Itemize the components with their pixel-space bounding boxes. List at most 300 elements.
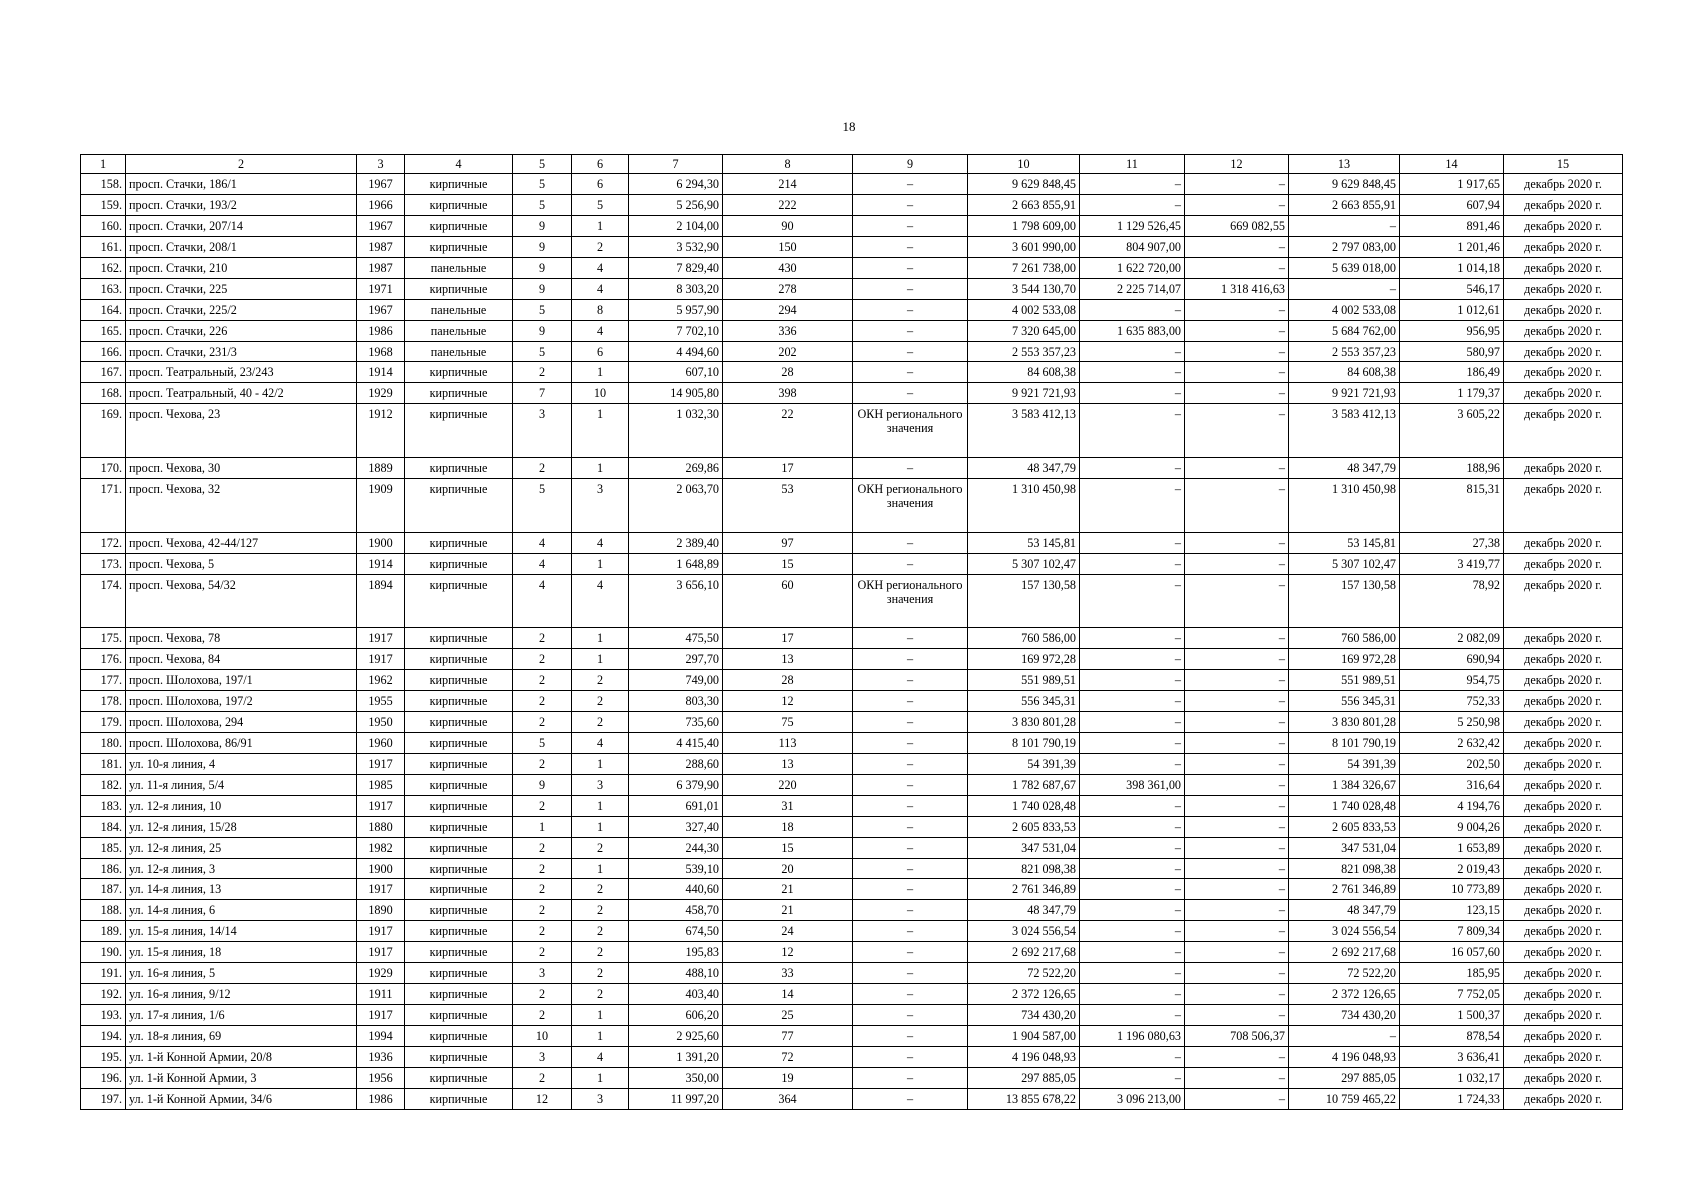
cell-residents: 15: [723, 553, 853, 574]
cell-completion-date: декабрь 2020 г.: [1504, 628, 1623, 649]
cell-wall-material: кирпичные: [405, 1046, 513, 1067]
cell-completion-date: декабрь 2020 г.: [1504, 362, 1623, 383]
cell-entrances: 1: [572, 816, 629, 837]
column-number-4: 4: [405, 155, 513, 174]
cell-address: просп. Стачки, 225/2: [126, 299, 357, 320]
cell-year-built: 1912: [357, 404, 405, 458]
cell-wall-material: кирпичные: [405, 1005, 513, 1026]
cell-total-cost: 53 145,81: [968, 532, 1080, 553]
table-row: [81, 320, 1623, 341]
cell-total-area: 288,60: [629, 753, 723, 774]
cell-capital-repair-cost: 297 885,05: [1289, 1067, 1400, 1088]
cell-entrances: 2: [572, 879, 629, 900]
cell-specific-cost: 7 809,34: [1400, 921, 1504, 942]
cell-total-cost: 7 261 738,00: [968, 257, 1080, 278]
cell-year-built: 1960: [357, 732, 405, 753]
cell-address: просп. Чехова, 30: [126, 458, 357, 479]
cell-completion-date: декабрь 2020 г.: [1504, 816, 1623, 837]
cell-owner-cost: –: [1185, 174, 1289, 195]
cell-wall-material: кирпичные: [405, 879, 513, 900]
cell-heritage-status: –: [853, 942, 968, 963]
cell-heritage-status: –: [853, 628, 968, 649]
column-number-11: 11: [1080, 155, 1185, 174]
cell-residents: 294: [723, 299, 853, 320]
cell-entrances: 4: [572, 320, 629, 341]
cell-fund-cost: –: [1080, 532, 1185, 553]
cell-address: ул. 16-я линия, 5: [126, 963, 357, 984]
cell-fund-cost: –: [1080, 362, 1185, 383]
cell-floors: 1: [513, 816, 572, 837]
cell-wall-material: кирпичные: [405, 795, 513, 816]
cell-entrances: 1: [572, 628, 629, 649]
cell-entrances: 2: [572, 963, 629, 984]
cell-completion-date: декабрь 2020 г.: [1504, 236, 1623, 257]
cell-specific-cost: 1 724,33: [1400, 1088, 1504, 1109]
cell-specific-cost: 188,96: [1400, 458, 1504, 479]
cell-entrances: 2: [572, 670, 629, 691]
cell-total-cost: 2 663 855,91: [968, 194, 1080, 215]
cell-total-cost: 169 972,28: [968, 649, 1080, 670]
cell-specific-cost: 1 201,46: [1400, 236, 1504, 257]
cell-year-built: 1986: [357, 320, 405, 341]
cell-fund-cost: –: [1080, 837, 1185, 858]
cell-owner-cost: –: [1185, 383, 1289, 404]
cell-address: просп. Шолохова, 197/1: [126, 670, 357, 691]
cell-owner-cost: –: [1185, 404, 1289, 458]
cell-total-area: 539,10: [629, 858, 723, 879]
cell-year-built: 1968: [357, 341, 405, 362]
cell-entrances: 4: [572, 257, 629, 278]
cell-year-built: 1962: [357, 670, 405, 691]
cell-specific-cost: 202,50: [1400, 753, 1504, 774]
cell-row-number: 195.: [81, 1046, 126, 1067]
cell-row-number: 196.: [81, 1067, 126, 1088]
cell-residents: 13: [723, 753, 853, 774]
cell-owner-cost: –: [1185, 900, 1289, 921]
cell-floors: 2: [513, 362, 572, 383]
cell-row-number: 159.: [81, 194, 126, 215]
cell-fund-cost: 804 907,00: [1080, 236, 1185, 257]
cell-owner-cost: –: [1185, 963, 1289, 984]
cell-year-built: 1894: [357, 574, 405, 628]
cell-year-built: 1967: [357, 174, 405, 195]
cell-row-number: 158.: [81, 174, 126, 195]
cell-address: ул. 11-я линия, 5/4: [126, 774, 357, 795]
cell-total-area: 11 997,20: [629, 1088, 723, 1109]
cell-total-cost: 3 830 801,28: [968, 711, 1080, 732]
cell-capital-repair-cost: 2 553 357,23: [1289, 341, 1400, 362]
cell-entrances: 1: [572, 753, 629, 774]
cell-specific-cost: 954,75: [1400, 670, 1504, 691]
cell-residents: 14: [723, 984, 853, 1005]
cell-address: просп. Шолохова, 294: [126, 711, 357, 732]
cell-wall-material: кирпичные: [405, 837, 513, 858]
cell-row-number: 175.: [81, 628, 126, 649]
cell-capital-repair-cost: 2 692 217,68: [1289, 942, 1400, 963]
cell-fund-cost: 1 129 526,45: [1080, 215, 1185, 236]
cell-specific-cost: 316,64: [1400, 774, 1504, 795]
cell-floors: 4: [513, 532, 572, 553]
cell-address: просп. Шолохова, 197/2: [126, 691, 357, 712]
cell-capital-repair-cost: 2 663 855,91: [1289, 194, 1400, 215]
cell-entrances: 6: [572, 341, 629, 362]
table-row: [81, 670, 1623, 691]
cell-heritage-status: –: [853, 795, 968, 816]
cell-heritage-status: ОКН регионального значения: [853, 404, 968, 458]
cell-fund-cost: –: [1080, 942, 1185, 963]
page-number: 18: [842, 119, 856, 134]
cell-residents: 72: [723, 1046, 853, 1067]
cell-entrances: 1: [572, 362, 629, 383]
cell-owner-cost: –: [1185, 1046, 1289, 1067]
cell-owner-cost: –: [1185, 837, 1289, 858]
cell-capital-repair-cost: –: [1289, 278, 1400, 299]
cell-residents: 60: [723, 574, 853, 628]
column-number-2: 2: [126, 155, 357, 174]
table-row: [81, 900, 1623, 921]
cell-total-cost: 1 310 450,98: [968, 478, 1080, 532]
cell-address: просп. Театральный, 23/243: [126, 362, 357, 383]
cell-row-number: 165.: [81, 320, 126, 341]
cell-wall-material: кирпичные: [405, 174, 513, 195]
cell-wall-material: кирпичные: [405, 1026, 513, 1047]
cell-total-area: 6 294,30: [629, 174, 723, 195]
cell-wall-material: кирпичные: [405, 670, 513, 691]
cell-fund-cost: –: [1080, 1005, 1185, 1026]
cell-fund-cost: –: [1080, 963, 1185, 984]
cell-residents: 22: [723, 404, 853, 458]
cell-year-built: 1987: [357, 236, 405, 257]
cell-capital-repair-cost: 5 684 762,00: [1289, 320, 1400, 341]
cell-year-built: 1909: [357, 478, 405, 532]
cell-completion-date: декабрь 2020 г.: [1504, 257, 1623, 278]
cell-total-cost: 7 320 645,00: [968, 320, 1080, 341]
cell-address: ул. 10-я линия, 4: [126, 753, 357, 774]
cell-completion-date: декабрь 2020 г.: [1504, 299, 1623, 320]
cell-heritage-status: –: [853, 649, 968, 670]
cell-year-built: 1880: [357, 816, 405, 837]
cell-row-number: 191.: [81, 963, 126, 984]
cell-address: просп. Стачки, 208/1: [126, 236, 357, 257]
cell-wall-material: кирпичные: [405, 774, 513, 795]
cell-capital-repair-cost: 48 347,79: [1289, 900, 1400, 921]
cell-address: просп. Чехова, 32: [126, 478, 357, 532]
cell-owner-cost: –: [1185, 194, 1289, 215]
table-row: [81, 711, 1623, 732]
cell-completion-date: декабрь 2020 г.: [1504, 670, 1623, 691]
cell-year-built: 1987: [357, 257, 405, 278]
cell-capital-repair-cost: 2 605 833,53: [1289, 816, 1400, 837]
cell-row-number: 168.: [81, 383, 126, 404]
cell-year-built: 1917: [357, 879, 405, 900]
cell-owner-cost: –: [1185, 732, 1289, 753]
cell-heritage-status: –: [853, 1005, 968, 1026]
cell-fund-cost: –: [1080, 879, 1185, 900]
cell-capital-repair-cost: 10 759 465,22: [1289, 1088, 1400, 1109]
cell-year-built: 1911: [357, 984, 405, 1005]
column-number-3: 3: [357, 155, 405, 174]
cell-wall-material: кирпичные: [405, 236, 513, 257]
cell-floors: 3: [513, 404, 572, 458]
cell-specific-cost: 752,33: [1400, 691, 1504, 712]
cell-total-area: 1 391,20: [629, 1046, 723, 1067]
cell-fund-cost: –: [1080, 691, 1185, 712]
cell-entrances: 1: [572, 553, 629, 574]
cell-completion-date: декабрь 2020 г.: [1504, 711, 1623, 732]
cell-completion-date: декабрь 2020 г.: [1504, 478, 1623, 532]
cell-year-built: 1917: [357, 628, 405, 649]
cell-total-cost: 297 885,05: [968, 1067, 1080, 1088]
cell-floors: 2: [513, 711, 572, 732]
cell-specific-cost: 956,95: [1400, 320, 1504, 341]
cell-floors: 9: [513, 320, 572, 341]
cell-fund-cost: 2 225 714,07: [1080, 278, 1185, 299]
cell-residents: 31: [723, 795, 853, 816]
cell-entrances: 1: [572, 215, 629, 236]
cell-fund-cost: –: [1080, 732, 1185, 753]
cell-capital-repair-cost: 1 384 326,67: [1289, 774, 1400, 795]
cell-specific-cost: 3 605,22: [1400, 404, 1504, 458]
cell-specific-cost: 2 019,43: [1400, 858, 1504, 879]
cell-entrances: 1: [572, 404, 629, 458]
cell-total-area: 5 256,90: [629, 194, 723, 215]
cell-year-built: 1890: [357, 900, 405, 921]
cell-address: ул. 1-й Конной Армии, 20/8: [126, 1046, 357, 1067]
cell-heritage-status: –: [853, 691, 968, 712]
cell-completion-date: декабрь 2020 г.: [1504, 1088, 1623, 1109]
table-row: [81, 299, 1623, 320]
cell-total-area: 4 415,40: [629, 732, 723, 753]
column-number-15: 15: [1504, 155, 1623, 174]
cell-row-number: 167.: [81, 362, 126, 383]
cell-row-number: 169.: [81, 404, 126, 458]
cell-row-number: 197.: [81, 1088, 126, 1109]
cell-capital-repair-cost: 4 002 533,08: [1289, 299, 1400, 320]
cell-total-area: 3 656,10: [629, 574, 723, 628]
cell-owner-cost: –: [1185, 362, 1289, 383]
cell-row-number: 194.: [81, 1026, 126, 1047]
table-row: [81, 278, 1623, 299]
cell-address: просп. Чехова, 42-44/127: [126, 532, 357, 553]
cell-total-area: 244,30: [629, 837, 723, 858]
cell-total-cost: 9 629 848,45: [968, 174, 1080, 195]
cell-residents: 113: [723, 732, 853, 753]
cell-owner-cost: –: [1185, 816, 1289, 837]
cell-row-number: 183.: [81, 795, 126, 816]
cell-specific-cost: 1 917,65: [1400, 174, 1504, 195]
cell-completion-date: декабрь 2020 г.: [1504, 194, 1623, 215]
cell-fund-cost: 1 635 883,00: [1080, 320, 1185, 341]
cell-fund-cost: 1 196 080,63: [1080, 1026, 1185, 1047]
column-number-12: 12: [1185, 155, 1289, 174]
cell-floors: 2: [513, 1067, 572, 1088]
cell-fund-cost: –: [1080, 194, 1185, 215]
cell-specific-cost: 607,94: [1400, 194, 1504, 215]
table-row: [81, 341, 1623, 362]
cell-entrances: 2: [572, 236, 629, 257]
cell-residents: 202: [723, 341, 853, 362]
cell-row-number: 192.: [81, 984, 126, 1005]
cell-floors: 2: [513, 837, 572, 858]
cell-year-built: 1950: [357, 711, 405, 732]
cell-owner-cost: –: [1185, 921, 1289, 942]
cell-specific-cost: 1 032,17: [1400, 1067, 1504, 1088]
cell-heritage-status: –: [853, 320, 968, 341]
cell-wall-material: панельные: [405, 320, 513, 341]
cell-capital-repair-cost: 5 307 102,47: [1289, 553, 1400, 574]
cell-address: ул. 17-я линия, 1/6: [126, 1005, 357, 1026]
cell-residents: 24: [723, 921, 853, 942]
cell-floors: 2: [513, 670, 572, 691]
cell-heritage-status: –: [853, 1046, 968, 1067]
cell-row-number: 164.: [81, 299, 126, 320]
cell-address: просп. Стачки, 226: [126, 320, 357, 341]
cell-address: ул. 1-й Конной Армии, 3: [126, 1067, 357, 1088]
cell-total-cost: 84 608,38: [968, 362, 1080, 383]
cell-total-area: 749,00: [629, 670, 723, 691]
cell-address: ул. 12-я линия, 15/28: [126, 816, 357, 837]
cell-row-number: 179.: [81, 711, 126, 732]
cell-address: просп. Стачки, 186/1: [126, 174, 357, 195]
cell-row-number: 185.: [81, 837, 126, 858]
cell-year-built: 1929: [357, 963, 405, 984]
cell-heritage-status: –: [853, 774, 968, 795]
cell-entrances: 2: [572, 942, 629, 963]
cell-year-built: 1936: [357, 1046, 405, 1067]
cell-owner-cost: –: [1185, 649, 1289, 670]
cell-entrances: 2: [572, 921, 629, 942]
column-number-8: 8: [723, 155, 853, 174]
cell-row-number: 172.: [81, 532, 126, 553]
cell-heritage-status: –: [853, 900, 968, 921]
cell-heritage-status: –: [853, 858, 968, 879]
cell-row-number: 162.: [81, 257, 126, 278]
cell-floors: 2: [513, 942, 572, 963]
cell-floors: 2: [513, 984, 572, 1005]
cell-fund-cost: –: [1080, 984, 1185, 1005]
cell-residents: 25: [723, 1005, 853, 1026]
cell-specific-cost: 1 012,61: [1400, 299, 1504, 320]
cell-completion-date: декабрь 2020 г.: [1504, 753, 1623, 774]
cell-owner-cost: –: [1185, 942, 1289, 963]
cell-floors: 2: [513, 900, 572, 921]
cell-heritage-status: ОКН регионального значения: [853, 574, 968, 628]
cell-heritage-status: ОКН регионального значения: [853, 478, 968, 532]
cell-total-area: 691,01: [629, 795, 723, 816]
cell-residents: 77: [723, 1026, 853, 1047]
cell-floors: 4: [513, 553, 572, 574]
cell-entrances: 10: [572, 383, 629, 404]
cell-row-number: 193.: [81, 1005, 126, 1026]
cell-total-area: 2 389,40: [629, 532, 723, 553]
cell-residents: 12: [723, 691, 853, 712]
cell-completion-date: декабрь 2020 г.: [1504, 795, 1623, 816]
column-number-1: 1: [81, 155, 126, 174]
table-row: [81, 879, 1623, 900]
cell-address: ул. 12-я линия, 10: [126, 795, 357, 816]
cell-residents: 13: [723, 649, 853, 670]
cell-row-number: 190.: [81, 942, 126, 963]
cell-total-cost: 2 372 126,65: [968, 984, 1080, 1005]
table-row: [81, 816, 1623, 837]
cell-total-area: 607,10: [629, 362, 723, 383]
cell-fund-cost: –: [1080, 628, 1185, 649]
cell-owner-cost: –: [1185, 691, 1289, 712]
cell-total-area: 6 379,90: [629, 774, 723, 795]
cell-total-area: 1 032,30: [629, 404, 723, 458]
cell-total-cost: 4 002 533,08: [968, 299, 1080, 320]
cell-total-cost: 2 761 346,89: [968, 879, 1080, 900]
cell-specific-cost: 78,92: [1400, 574, 1504, 628]
cell-residents: 278: [723, 278, 853, 299]
cell-year-built: 1900: [357, 858, 405, 879]
table-row: [81, 1067, 1623, 1088]
table-row: [81, 858, 1623, 879]
cell-entrances: 1: [572, 1026, 629, 1047]
cell-specific-cost: 16 057,60: [1400, 942, 1504, 963]
cell-specific-cost: 1 500,37: [1400, 1005, 1504, 1026]
cell-entrances: 1: [572, 458, 629, 479]
cell-capital-repair-cost: 821 098,38: [1289, 858, 1400, 879]
cell-completion-date: декабрь 2020 г.: [1504, 574, 1623, 628]
cell-wall-material: кирпичные: [405, 553, 513, 574]
cell-floors: 2: [513, 858, 572, 879]
cell-entrances: 1: [572, 649, 629, 670]
table-row: [81, 963, 1623, 984]
cell-heritage-status: –: [853, 837, 968, 858]
cell-heritage-status: –: [853, 194, 968, 215]
cell-specific-cost: 2 632,42: [1400, 732, 1504, 753]
cell-year-built: 1955: [357, 691, 405, 712]
table-row: [81, 921, 1623, 942]
cell-capital-repair-cost: 4 196 048,93: [1289, 1046, 1400, 1067]
cell-owner-cost: –: [1185, 1067, 1289, 1088]
table-row: [81, 984, 1623, 1005]
column-number-9: 9: [853, 155, 968, 174]
column-number-5: 5: [513, 155, 572, 174]
cell-completion-date: декабрь 2020 г.: [1504, 278, 1623, 299]
cell-heritage-status: –: [853, 278, 968, 299]
cell-wall-material: кирпичные: [405, 921, 513, 942]
cell-year-built: 1917: [357, 942, 405, 963]
cell-capital-repair-cost: 9 921 721,93: [1289, 383, 1400, 404]
cell-specific-cost: 27,38: [1400, 532, 1504, 553]
cell-completion-date: декабрь 2020 г.: [1504, 532, 1623, 553]
cell-wall-material: кирпичные: [405, 1088, 513, 1109]
cell-residents: 430: [723, 257, 853, 278]
cell-specific-cost: 891,46: [1400, 215, 1504, 236]
cell-year-built: 1914: [357, 553, 405, 574]
cell-total-area: 403,40: [629, 984, 723, 1005]
cell-address: ул. 14-я линия, 6: [126, 900, 357, 921]
table-row: [81, 795, 1623, 816]
cell-heritage-status: –: [853, 984, 968, 1005]
cell-fund-cost: –: [1080, 478, 1185, 532]
cell-heritage-status: –: [853, 299, 968, 320]
cell-row-number: 180.: [81, 732, 126, 753]
cell-fund-cost: –: [1080, 921, 1185, 942]
cell-wall-material: кирпичные: [405, 458, 513, 479]
register-table: [80, 154, 1623, 1110]
cell-total-cost: 3 601 990,00: [968, 236, 1080, 257]
cell-fund-cost: –: [1080, 341, 1185, 362]
cell-specific-cost: 5 250,98: [1400, 711, 1504, 732]
table-row: [81, 1088, 1623, 1109]
cell-total-cost: 48 347,79: [968, 900, 1080, 921]
cell-heritage-status: –: [853, 532, 968, 553]
cell-entrances: 3: [572, 1088, 629, 1109]
cell-address: ул. 14-я линия, 13: [126, 879, 357, 900]
